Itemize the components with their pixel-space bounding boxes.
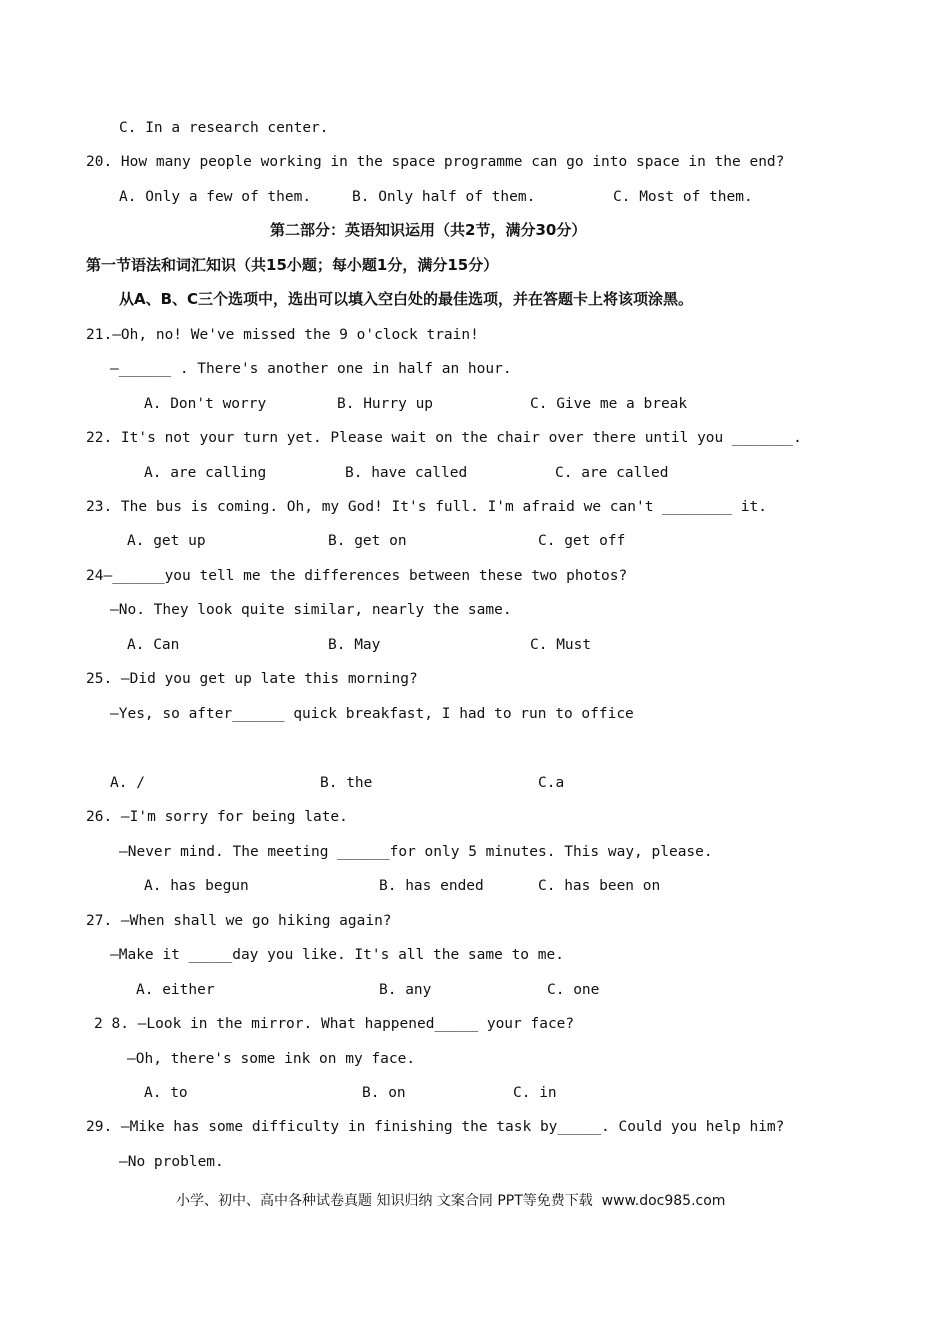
q24-reply: —No. They look quite similar, nearly the same. [110, 602, 512, 618]
q29-stem: 29. —Mike has some difficulty in finishing the task by_____. Could you help him? [86, 1119, 785, 1135]
section-instructions: 从A、B、C三个选项中，选出可以填入空白处的最佳选项，并在答题卡上将该项涂黑。 [119, 290, 694, 308]
q26-option-c: C. has been on [538, 878, 661, 894]
q29-reply: —No problem. [119, 1154, 224, 1170]
q28-option-b: B. on [362, 1085, 406, 1101]
q24-option-c: C. Must [530, 637, 592, 653]
q23-stem: 23. The bus is coming. Oh, my God! It's full. I'm afraid we can't ________ it. [86, 499, 767, 515]
q27-option-a: A. either [136, 982, 215, 998]
q20-stem: 20. How many people working in the space programme can go into space in the end? [86, 154, 785, 170]
section-one-heading: 第一节语法和词汇知识（共15小题；每小题1分，满分15分） [86, 256, 499, 274]
q23-option-b: B. get on [328, 533, 407, 549]
q28-stem: 2 8. —Look in the mirror. What happened_____ your face? [94, 1016, 575, 1032]
q21-option-a: A. Don't worry [144, 396, 267, 412]
q22-stem: 22. It's not your turn yet. Please wait on the chair over there until you _______. [86, 430, 802, 446]
q24-option-b: B. May [328, 637, 381, 653]
q26-stem: 26. —I'm sorry for being late. [86, 809, 348, 825]
q24-option-a: A. Can [127, 637, 180, 653]
q28-option-c: C. in [513, 1085, 557, 1101]
q27-option-b: B. any [379, 982, 432, 998]
part-two-heading: 第二部分：英语知识运用（共2节，满分30分） [270, 221, 587, 239]
q24-stem: 24—______you tell me the differences between these two photos? [86, 568, 628, 584]
q21-option-c: C. Give me a break [530, 396, 688, 412]
q22-option-c: C. are called [555, 465, 669, 481]
q21-stem: 21.—Oh, no! We've missed the 9 o'clock train! [86, 327, 479, 343]
q25-stem: 25. —Did you get up late this morning? [86, 671, 418, 687]
q28-reply: —Oh, there's some ink on my face. [127, 1051, 416, 1067]
q22-option-b: B. have called [345, 465, 468, 481]
q23-option-c: C. get off [538, 533, 626, 549]
q19-option-c: C. In a research center. [119, 120, 329, 136]
q22-option-a: A. are calling [144, 465, 267, 481]
q20-option-c: C. Most of them. [613, 189, 753, 205]
page-footer: 小学、初中、高中各种试卷真题 知识归纳 文案合同 PPT等免费下载 www.doc985.com [176, 1193, 726, 1209]
q25-option-c: C.a [538, 775, 565, 791]
q25-option-a: A. / [110, 775, 145, 791]
q21-option-b: B. Hurry up [337, 396, 434, 412]
q25-reply: —Yes, so after______ quick breakfast, I had to run to office [110, 706, 634, 722]
q23-option-a: A. get up [127, 533, 206, 549]
q27-reply: —Make it _____day you like. It's all the same to me. [110, 947, 564, 963]
q20-option-b: B. Only half of them. [352, 189, 536, 205]
q25-option-b: B. the [320, 775, 373, 791]
q21-reply: —______ . There's another one in half an hour. [110, 361, 512, 377]
q27-stem: 27. —When shall we go hiking again? [86, 913, 392, 929]
q26-option-a: A. has begun [144, 878, 249, 894]
q26-reply: —Never mind. The meeting ______for only 5 minutes. This way, please. [119, 844, 713, 860]
q20-option-a: A. Only a few of them. [119, 189, 312, 205]
q26-option-b: B. has ended [379, 878, 484, 894]
q28-option-a: A. to [144, 1085, 188, 1101]
q27-option-c: C. one [547, 982, 600, 998]
